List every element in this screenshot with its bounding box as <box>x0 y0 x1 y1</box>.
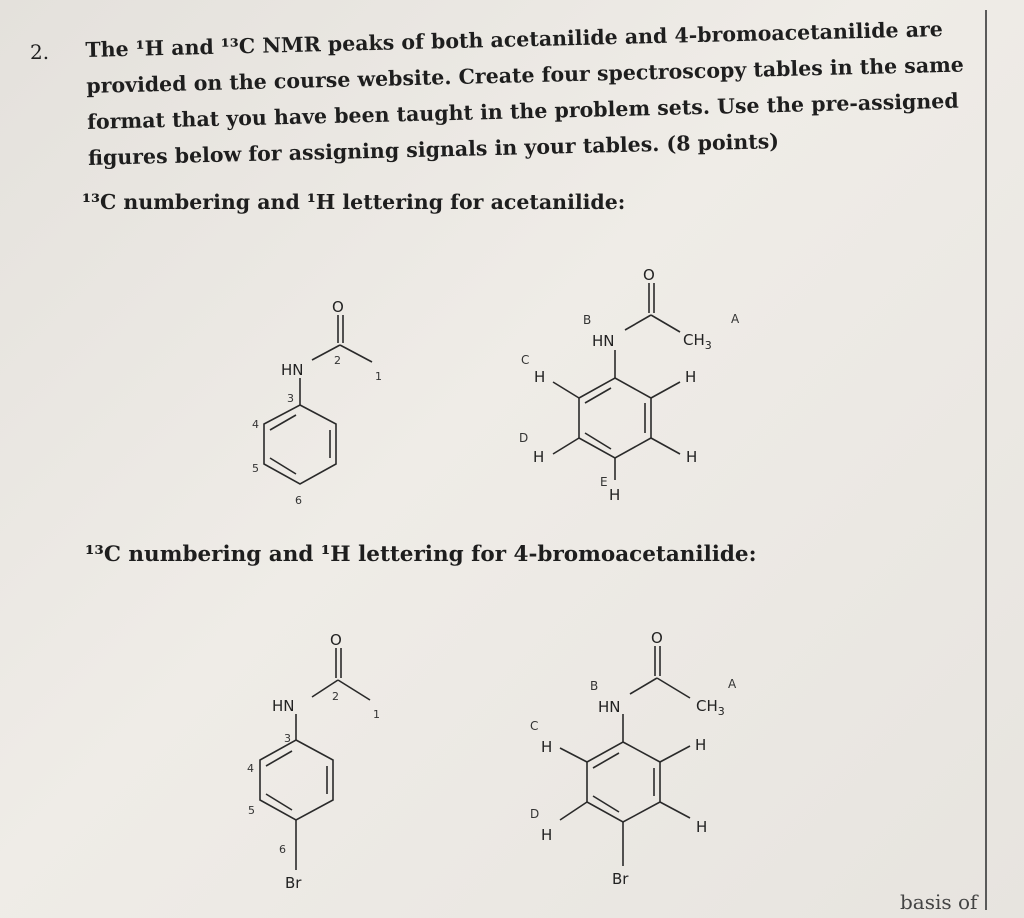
hydrogen-d-label: H <box>533 448 545 466</box>
hn-label: HN <box>592 332 615 350</box>
hydrogen-c-label: H <box>541 738 553 756</box>
letter-b-label: B <box>583 313 592 327</box>
hydrogen-label: H <box>696 818 708 836</box>
ch3-label: $CH_3$ <box>683 331 712 352</box>
letter-e-label: E <box>600 475 608 489</box>
bromoacetanilide-hydrogen-structure <box>530 629 737 888</box>
letter-c-label: C <box>530 719 539 733</box>
question-text: The ¹H and ¹³C NMR peaks of both acetanilide and 4-bromoacetanilide are provided on the course website. Create four spectroscopy tables in the same format that you have been taught in the problem sets. Use the pre-assigned figures below for assigning signals in your tables. (8 points) <box>85 17 965 170</box>
oxygen-label: O <box>651 629 663 647</box>
carbon-6-label: 6 <box>295 494 302 507</box>
carbon-4-label: 4 <box>247 762 254 775</box>
carbon-6-label: 6 <box>279 843 286 856</box>
hydrogen-label: H <box>685 368 697 386</box>
carbon-1-label: 1 <box>373 708 380 721</box>
carbon-3-label: 3 <box>284 732 291 745</box>
carbon-5-label: 5 <box>252 462 259 475</box>
hn-label: HN <box>598 698 621 716</box>
oxygen-label: O <box>330 631 342 649</box>
bromine-label: Br <box>285 874 302 892</box>
acetanilide-carbon-structure <box>252 298 382 507</box>
letter-a-label: A <box>731 312 740 326</box>
letter-a-label: A <box>728 677 737 691</box>
letter-d-label: D <box>530 807 540 821</box>
acetanilide-hydrogen-structure <box>519 266 740 504</box>
hn-label: HN <box>281 361 304 379</box>
oxygen-label: O <box>332 298 344 316</box>
carbon-2-label: 2 <box>332 690 339 703</box>
bromoacetanilide-heading: ¹³C numbering and ¹H lettering for 4-bromoacetanilide: <box>85 542 757 567</box>
hydrogen-e-label: H <box>609 486 621 504</box>
carbon-4-label: 4 <box>252 418 259 431</box>
hn-label: HN <box>272 697 295 715</box>
oxygen-label: O <box>643 266 655 284</box>
carbon-1-label: 1 <box>375 370 382 383</box>
hydrogen-c-label: H <box>534 368 546 386</box>
letter-b-label: B <box>590 679 599 693</box>
hydrogen-label: H <box>686 448 698 466</box>
ch3-label: $CH_3$ <box>696 697 725 718</box>
bromine-label: Br <box>612 870 629 888</box>
hydrogen-d-label: H <box>541 826 553 844</box>
hydrogen-label: H <box>695 736 707 754</box>
bromoacetanilide-carbon-structure <box>247 631 380 892</box>
carbon-3-label: 3 <box>287 392 294 405</box>
letter-d-label: D <box>519 431 529 445</box>
carbon-5-label: 5 <box>248 804 255 817</box>
letter-c-label: C <box>521 353 530 367</box>
corner-fragment-text: basis of <box>900 890 978 914</box>
question-number: 2. <box>30 40 50 64</box>
acetanilide-heading: ¹³C numbering and ¹H lettering for acetanilide: <box>82 190 626 214</box>
carbon-2-label: 2 <box>334 354 341 367</box>
